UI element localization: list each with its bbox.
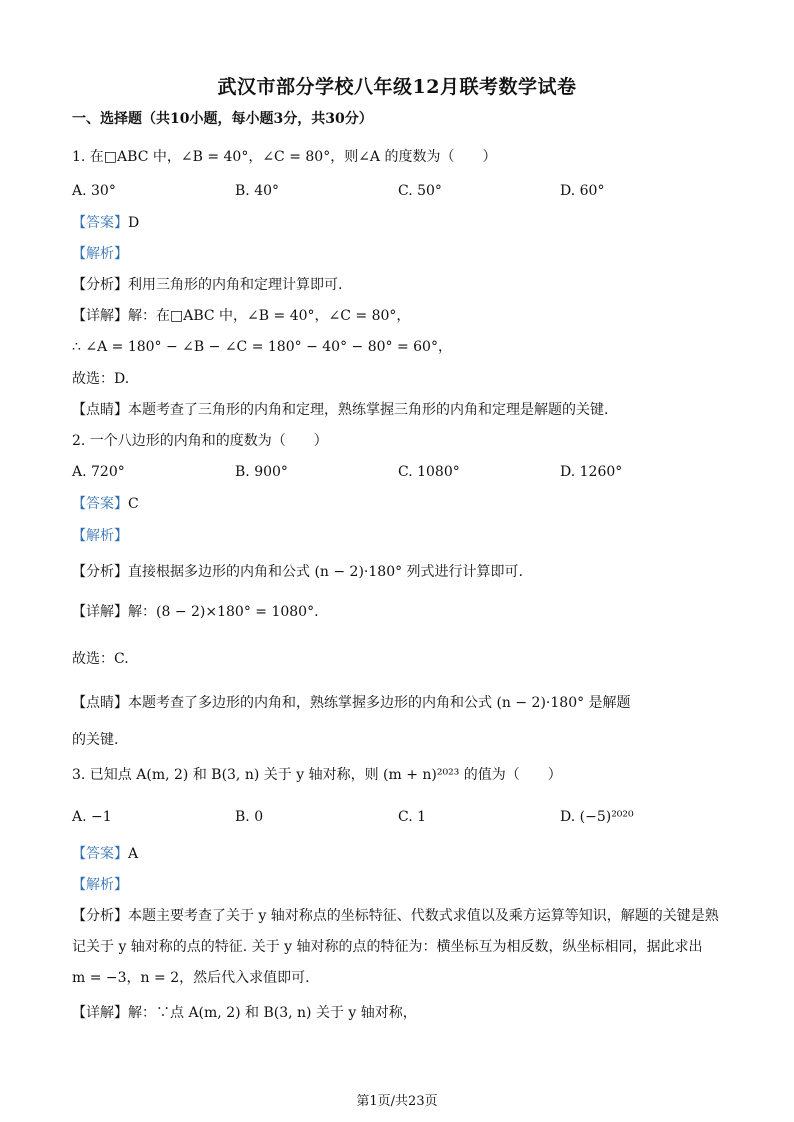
q3-option-a: A. −1 — [72, 809, 112, 825]
section-heading: 一、选择题（共10小题，每小题3分，共30分） — [72, 111, 373, 127]
q3-analysis-tag-line — [72, 876, 128, 894]
fenxi-tag: 【分析】 — [72, 564, 128, 580]
q2-option-c: C. 1080° — [398, 464, 460, 480]
detail-tag: 【详解】 — [72, 1005, 128, 1021]
q1-detail-2: ∴ ∠A = 180° − ∠B − ∠C = 180° − 40° − 80° = 60°， — [72, 339, 452, 355]
q1-detail-1: 解：在□ABC 中，∠B = 40°，∠C = 80°， — [128, 308, 411, 324]
q1-option-d: D. 60° — [560, 183, 605, 199]
page-title: 武汉市部分学校八年级12月联考数学试卷 — [217, 76, 577, 98]
q3-fenxi-3: m = −3，n = 2，然后代入求值即可. — [72, 970, 310, 986]
q2-answer-line — [72, 495, 139, 513]
q2-option-a: A. 720° — [72, 464, 125, 480]
q1-answer-line — [72, 214, 139, 232]
fenxi-tag: 【分析】 — [72, 908, 128, 924]
q2-dianjing-line — [72, 694, 631, 712]
q3-fenxi-1: 本题主要考查了关于 y 轴对称点的坐标特征、代数式求值以及乘方运算等知识，解题的关键是熟 — [128, 908, 719, 924]
detail-tag: 【详解】 — [72, 308, 128, 324]
q2-analysis-tag-line — [72, 527, 128, 545]
q2-dianjing-2: 的关键. — [72, 732, 119, 748]
dianjing-tag: 【点睛】 — [72, 695, 128, 711]
q2-option-b: B. 900° — [235, 464, 288, 480]
q1-dianjing-line — [72, 401, 608, 419]
q1-stem: 1. 在□ABC 中，∠B = 40°，∠C = 80°，则∠A 的度数为（ ） — [72, 149, 497, 165]
q3-fenxi-2: 记关于 y 轴对称的点的特征. 关于 y 轴对称的点的特征为：横坐标互为相反数，纵坐标相同，据此求出 — [72, 939, 703, 955]
q3-detail-line — [72, 1004, 417, 1022]
q1-choose: 故选：D. — [72, 371, 130, 387]
q1-analysis-tag-line — [72, 245, 128, 263]
detail-tag: 【详解】 — [72, 604, 128, 620]
page-number: 第1页/共23页 — [356, 1094, 438, 1109]
q2-detail-line — [72, 603, 319, 621]
q2-fenxi-line — [72, 563, 523, 581]
q2-option-d: D. 1260° — [560, 464, 623, 480]
q3-answer: A — [128, 846, 139, 862]
q3-detail: 解：∵点 A(m, 2) 和 B(3, n) 关于 y 轴对称， — [128, 1005, 417, 1021]
q2-choose: 故选：C. — [72, 651, 129, 667]
q1-fenxi-line — [72, 276, 342, 294]
q3-answer-line — [72, 845, 138, 863]
q3-stem: 3. 已知点 A(m, 2) 和 B(3, n) 关于 y 轴对称，则 (m + n)²⁰²³ 的值为（ ） — [72, 767, 562, 783]
q1-option-c: C. 50° — [398, 183, 442, 199]
analysis-tag: 【解析】 — [72, 528, 128, 544]
q3-option-d: D. (−5)²⁰²⁰ — [560, 809, 634, 825]
q1-dianjing: 本题考查了三角形的内角和定理，熟练掌握三角形的内角和定理是解题的关键. — [128, 402, 609, 418]
q2-answer: C — [128, 496, 139, 512]
analysis-tag: 【解析】 — [72, 246, 128, 262]
q2-fenxi: 直接根据多边形的内角和公式 (n − 2)·180° 列式进行计算即可. — [128, 564, 523, 580]
q1-fenxi: 利用三角形的内角和定理计算即可. — [128, 277, 343, 293]
answer-tag: 【答案】 — [72, 846, 128, 862]
q1-detail-line — [72, 307, 410, 325]
dianjing-tag: 【点睛】 — [72, 402, 128, 418]
q1-answer: D — [128, 215, 140, 231]
q1-option-a: A. 30° — [72, 183, 116, 199]
answer-tag: 【答案】 — [72, 496, 128, 512]
q3-fenxi-line — [72, 907, 719, 925]
q1-option-b: B. 40° — [235, 183, 280, 199]
q2-dianjing-1: 本题考查了多边形的内角和，熟练掌握多边形的内角和公式 (n − 2)·180° 是解题 — [128, 695, 631, 711]
answer-tag: 【答案】 — [72, 215, 128, 231]
q2-stem: 2. 一个八边形的内角和的度数为（ ） — [72, 433, 328, 449]
q3-option-b: B. 0 — [235, 809, 264, 825]
q3-option-c: C. 1 — [398, 809, 427, 825]
q2-detail: 解：(8 − 2)×180° = 1080°. — [128, 604, 319, 620]
fenxi-tag: 【分析】 — [72, 277, 128, 293]
analysis-tag: 【解析】 — [72, 877, 128, 893]
